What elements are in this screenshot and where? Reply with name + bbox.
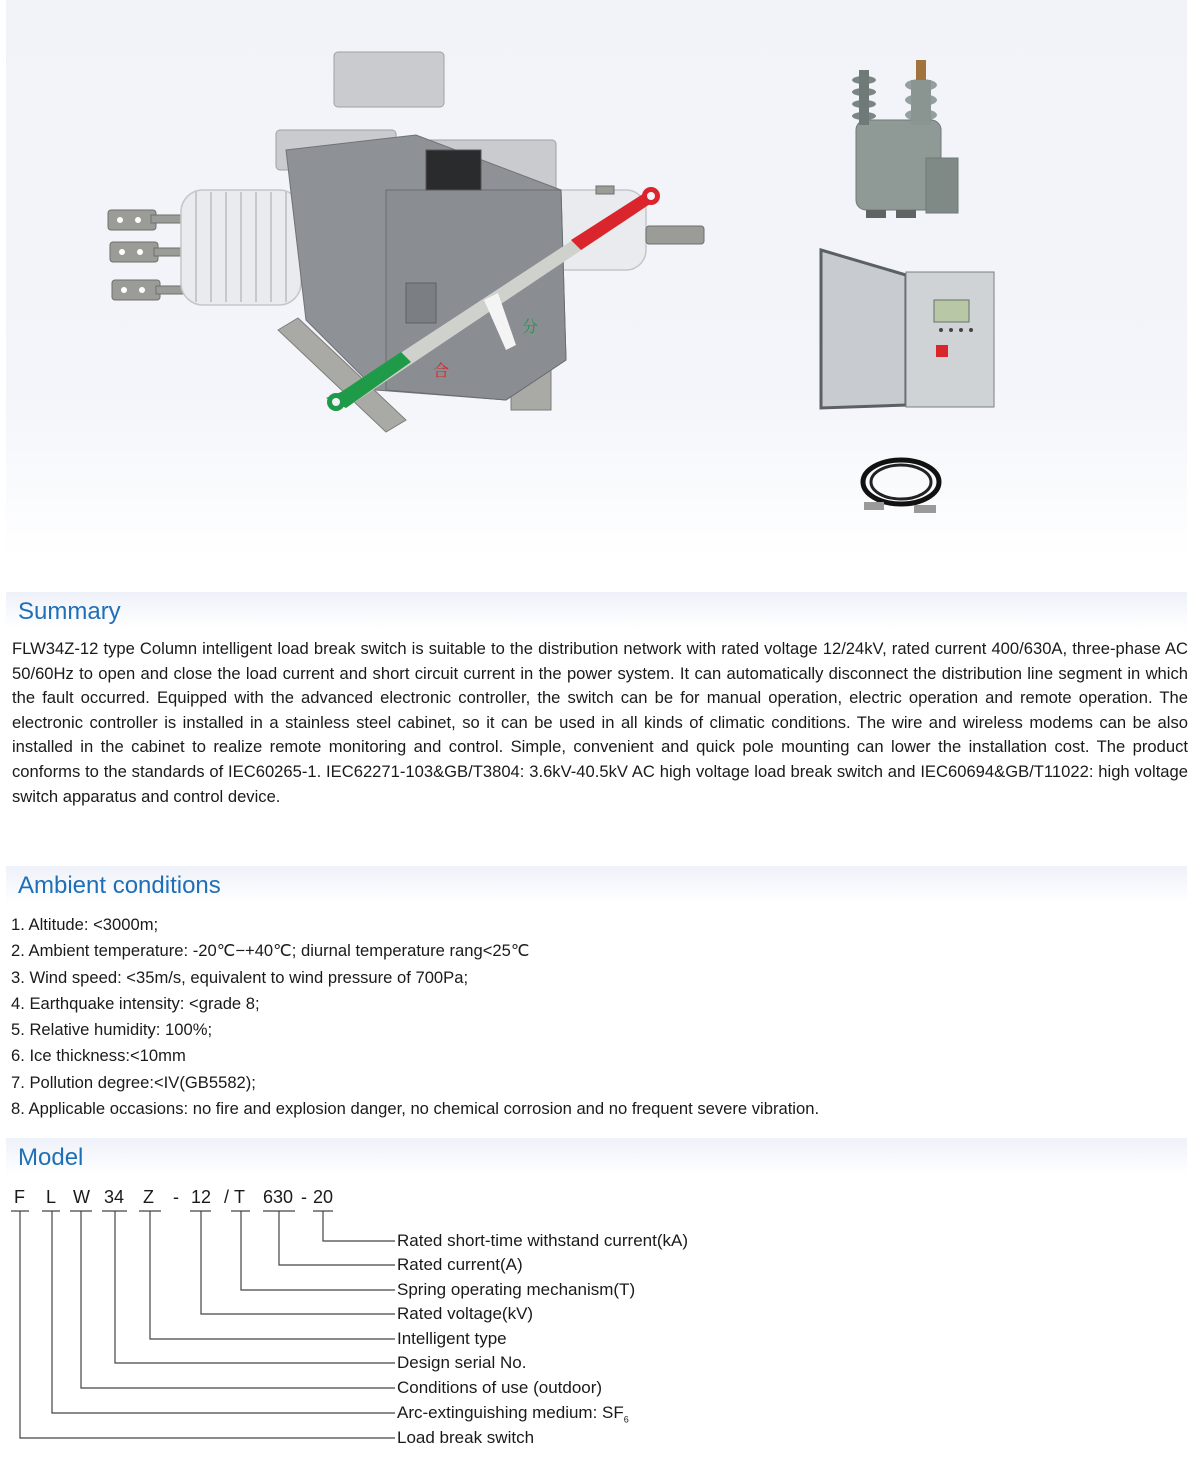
ambient-conditions-list: [11, 912, 819, 1122]
summary-header: [6, 592, 1187, 630]
model-code-34: 34: [104, 1187, 125, 1207]
list-item: 2. Ambient temperature: -20℃−+40℃; diurnal temperature rang<25℃: [11, 941, 530, 961]
model-code-dash-1: -: [173, 1187, 179, 1207]
sf6-subscript: 6: [623, 1414, 629, 1425]
arc-medium-text: Arc-extinguishing medium: SF: [397, 1403, 624, 1422]
model-label-load-break-switch: Load break switch: [397, 1428, 535, 1447]
model-header: [6, 1138, 1187, 1176]
model-code-W: W: [73, 1187, 90, 1207]
handle-close-label: 合: [433, 363, 450, 380]
model-code-12: 12: [191, 1187, 212, 1207]
list-item: 5. Relative humidity: 100%;: [11, 1020, 213, 1040]
model-diagram-lines: [0, 1180, 400, 1450]
model-label-rated-current: Rated current(A): [397, 1255, 523, 1274]
ambient-header: [6, 866, 1187, 904]
list-item: 4. Earthquake intensity: <grade 8;: [11, 993, 260, 1013]
list-item: 3. Wind speed: <35m/s, equivalent to wind pressure of 700Pa;: [11, 967, 469, 987]
list-item: 8. Applicable occasions: no fire and explosion danger, no chemical corrosion and no frequent severe vibration.: [11, 1099, 820, 1119]
model-code-20: 20: [313, 1187, 334, 1207]
list-item: 7. Pollution degree:<IV(GB5582);: [11, 1072, 256, 1092]
list-item: 1. Altitude: <3000m;: [11, 915, 159, 934]
summary-text: FLW34Z-12 type Column intelligent load break switch is suitable to the distribution network with rated voltage 12/24kV, rated current 400/630A, three-phase AC 50/60Hz to open and close the load current and short circuit current in the power system. It can automatically disconnect the distribution line segment in which the fault occurred. Equipped with the advanced electronic controller, the switch can be for manual operation, electric operation and remote operation. The electronic controller is installed in a stainless steel cabinet, so it can be used in all kinds of climatic conditions. The wire and wireless modems can be also installed in the cabinet to realize remote monitoring and control. Simple, convenient and quick pole mounting can lower the installation cost. The product conforms to the standards of IEC60265-1. IEC62271-103&GB/T3804: 3.6kV-40.5kV AC high voltage load break switch and IEC60694&GB/T11022: high voltage switch apparatus and control device.: [12, 639, 1188, 806]
product-image-panel: [6, 0, 1187, 560]
model-label-arc-medium: [397, 1403, 629, 1429]
model-title: Model: [18, 1144, 84, 1171]
cable-image: [863, 460, 939, 513]
model-label-rated-voltage: Rated voltage(kV): [397, 1304, 534, 1323]
model-label-short-time-current: Rated short-time withstand current(kA): [397, 1231, 688, 1250]
model-code-L: L: [46, 1187, 57, 1207]
load-break-switch-image: [6, 0, 1187, 560]
model-code-630: 630: [263, 1187, 294, 1207]
model-code-F: F: [14, 1187, 25, 1207]
model-label-design-serial: Design serial No.: [397, 1353, 527, 1372]
voltage-transformer-image: [852, 60, 958, 218]
summary-title: Summary: [18, 598, 121, 625]
ambient-title: Ambient conditions: [18, 872, 221, 899]
handle-open-label: 分: [522, 319, 539, 336]
model-label-conditions-of-use: Conditions of use (outdoor): [397, 1378, 603, 1397]
model-code-slash: /: [224, 1187, 230, 1207]
list-item: 6. Ice thickness:<10mm: [11, 1046, 186, 1066]
model-label-intelligent-type: Intelligent type: [397, 1329, 507, 1348]
model-code-Z: Z: [143, 1187, 154, 1207]
controller-cabinet-image: [821, 250, 994, 408]
model-code-dash-2: -: [301, 1187, 307, 1207]
model-label-spring-mechanism: Spring operating mechanism(T): [397, 1280, 636, 1299]
model-code-T: T: [234, 1187, 245, 1207]
